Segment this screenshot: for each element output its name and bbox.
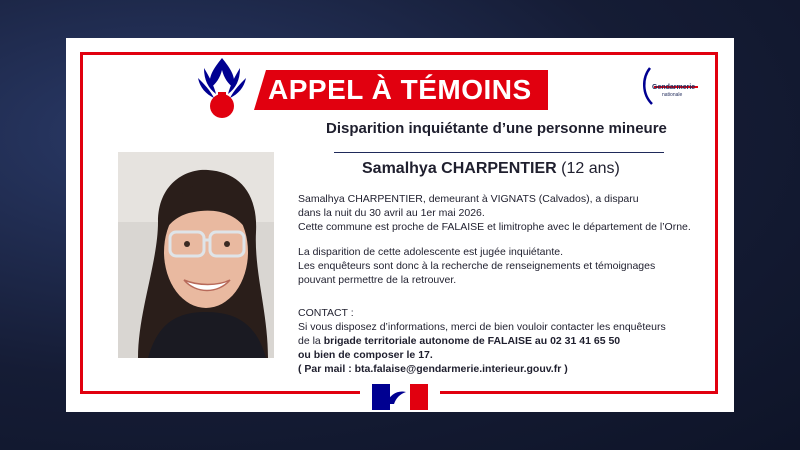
marianne-logo-icon	[372, 384, 428, 410]
paragraph-2-line: Les enquêteurs sont donc à la recherche de renseignements et témoignages	[298, 260, 656, 272]
contact-phone-line: brigade territoriale autonome de FALAISE au 02 31 41 65 50	[323, 335, 621, 347]
contact-heading: CONTACT :	[298, 307, 354, 319]
missing-person-photo	[118, 152, 274, 358]
subtitle: Disparition inquiétante d’une personne mineure	[326, 120, 667, 137]
person-name-line	[362, 160, 620, 178]
person-name: Samalhya CHARPENTIER	[362, 160, 557, 177]
contact-line-2	[298, 334, 666, 348]
paragraph-1	[298, 192, 691, 234]
contact-line-1: Si vous disposez d’informations, merci de bien vouloir contacter les enquêteurs	[298, 321, 666, 333]
paragraph-2-line: pouvant permettre de la retrouver.	[298, 274, 457, 286]
grenade-emblem-icon	[196, 54, 248, 122]
contact-line-3: ou bien de composer le 17.	[298, 349, 433, 361]
person-age: (12 ans)	[561, 160, 620, 177]
contact-block	[298, 306, 666, 376]
paragraph-1-line: Cette commune est proche de FALAISE et limitrophe avec le département de l’Orne.	[298, 221, 691, 233]
logo-line-2: nationale	[662, 92, 683, 98]
page-title: APPEL À TÉMOINS	[268, 74, 532, 105]
divider	[334, 152, 664, 153]
paragraph-2	[298, 245, 655, 287]
logo-line-1: Gendarmerie	[652, 84, 696, 91]
paragraph-1-line: Samalhya CHARPENTIER, demeurant à VIGNATS (Calvados), a disparu	[298, 193, 639, 205]
contact-email-line: ( Par mail : bta.falaise@gendarmerie.interieur.gouv.fr )	[298, 363, 568, 375]
paragraph-1-line: dans la nuit du 30 avril au 1er mai 2026.	[298, 207, 485, 219]
paragraph-2-line: La disparition de cette adolescente est jugée inquiétante.	[298, 246, 564, 258]
contact-line-2-prefix: de la	[298, 335, 324, 347]
